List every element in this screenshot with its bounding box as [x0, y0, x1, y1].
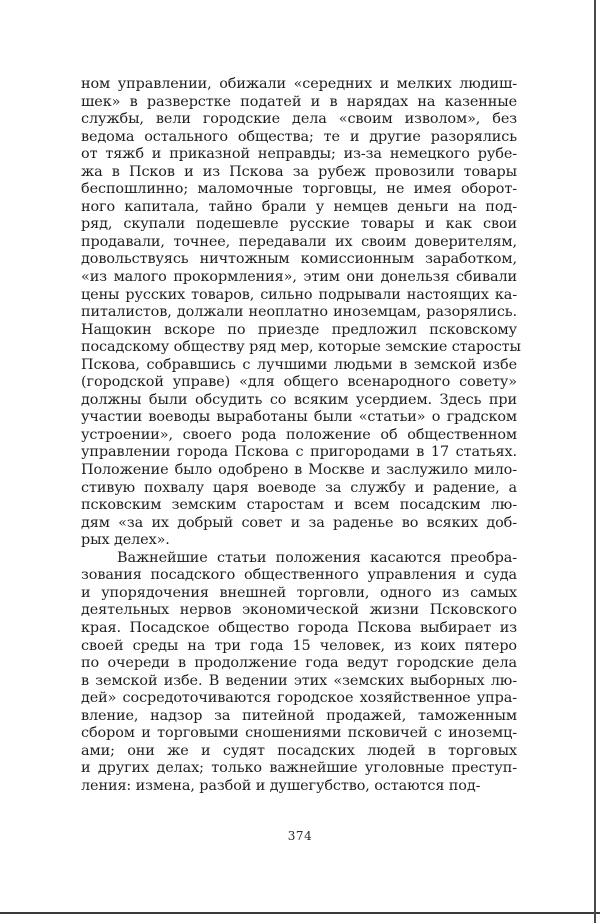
- text-line: своей среды на три года 15 человек, из коих пятеро: [81, 637, 517, 654]
- text-line: ного капитала, тайно брали у немцев деньги на под-: [81, 198, 517, 215]
- text-line: деятельных нервов экономической жизни Псковского: [81, 602, 517, 619]
- page-number: 374: [287, 829, 313, 843]
- text-line: вление, надзор за питейной продажей, таможенным: [81, 707, 517, 724]
- text-line: должны были обсудить со всяким усердием. Здесь при: [81, 391, 517, 408]
- text-line: Нащокин вскоре по приезде предложил псковскому: [81, 321, 517, 338]
- text-line: ном управлении, обижали «середних и мелких людиш-: [81, 76, 517, 92]
- text-line: Положение было одобрено в Москве и заслужило мило-: [81, 462, 517, 479]
- text-line: зования посадского общественного управления и суда: [81, 567, 517, 584]
- text-line: ведома остального общества; те и другие разорялись: [81, 128, 517, 145]
- text-line: сбором и торговыми сношениями псковичей с иноземц-: [81, 725, 517, 742]
- text-line: дям «за их добрый совет и за раденье во всяких доб-: [81, 514, 517, 531]
- text-line: посадскому обществу ряд мер, которые земские старосты: [81, 339, 521, 356]
- bottom-scan-edge: [0, 912, 600, 914]
- text-line: ряд, скупали подешевле русские товары и как свои: [81, 216, 517, 233]
- text-line: Важнейшие статьи положения касаются преобра-: [117, 549, 517, 566]
- text-line: ами; они же и судят посадских людей в торговых: [81, 742, 517, 759]
- text-line: Пскова, собравшись с лучшими людьми в земской избе: [81, 356, 517, 373]
- text-line: цены русских товаров, сильно подрывали настоящих ка-: [81, 286, 517, 303]
- text-line: питалистов, должали неоплатно иноземцам, разорялись.: [81, 304, 517, 321]
- text-line: рых делех».: [81, 532, 170, 549]
- text-line: и других делах; только важнейшие уголовные преступ-: [81, 760, 517, 777]
- text-line: стивую похвалу царя воеводе за службу и радение, а: [81, 479, 517, 496]
- text-line: жа в Псков и из Пскова за рубеж провозили товары: [81, 163, 517, 180]
- paragraph: [81, 76, 521, 550]
- text-line: от тяжб и приказной неправды; из-за немецкого рубе-: [81, 146, 517, 163]
- text-line: в земской избе. В ведении этих «земских выборных лю-: [81, 672, 517, 689]
- text-line: довольствуясь ничтожным комиссионным заработком,: [81, 251, 517, 268]
- text-line: по очереди в продолжение года ведут городские дела: [81, 655, 517, 672]
- text-line: шек» в разверстке податей и в нарядах на казенные: [81, 93, 517, 110]
- text-line: устроении», своего рода положение об общественном: [81, 426, 517, 443]
- text-line: и упорядочения внешней торговли, одного из самых: [81, 584, 517, 601]
- text-line: «из малого прокормления», этим они донельзя сбивали: [81, 269, 517, 286]
- text-line: края. Посадское общество города Пскова выбирает из: [81, 619, 517, 636]
- text-line: (городской управе) «для общего всенародного совету»: [81, 374, 517, 391]
- text-line: ления: измена, разбой и душегубство, остаются под-: [81, 777, 481, 794]
- right-scan-edge: [594, 0, 596, 923]
- text-line: беспошлинно; маломочные торговцы, не имея оборот-: [81, 181, 517, 198]
- text-line: службы, вели городские дела «своим изволом», без: [81, 111, 517, 128]
- text-line: управлении города Пскова с пригородами в 17 статьях.: [81, 444, 517, 461]
- text-line: дей» сосредоточиваются городское хозяйственное упра-: [81, 690, 517, 707]
- text-line: продавали, точнее, передавали их своим доверителям,: [81, 233, 517, 250]
- paragraph: [81, 550, 517, 796]
- text-line: участии воеводы выработаны были «статьи» о градском: [81, 409, 517, 426]
- body-text: [81, 76, 521, 795]
- text-line: псковским земским старостам и всем посадским лю-: [81, 497, 517, 514]
